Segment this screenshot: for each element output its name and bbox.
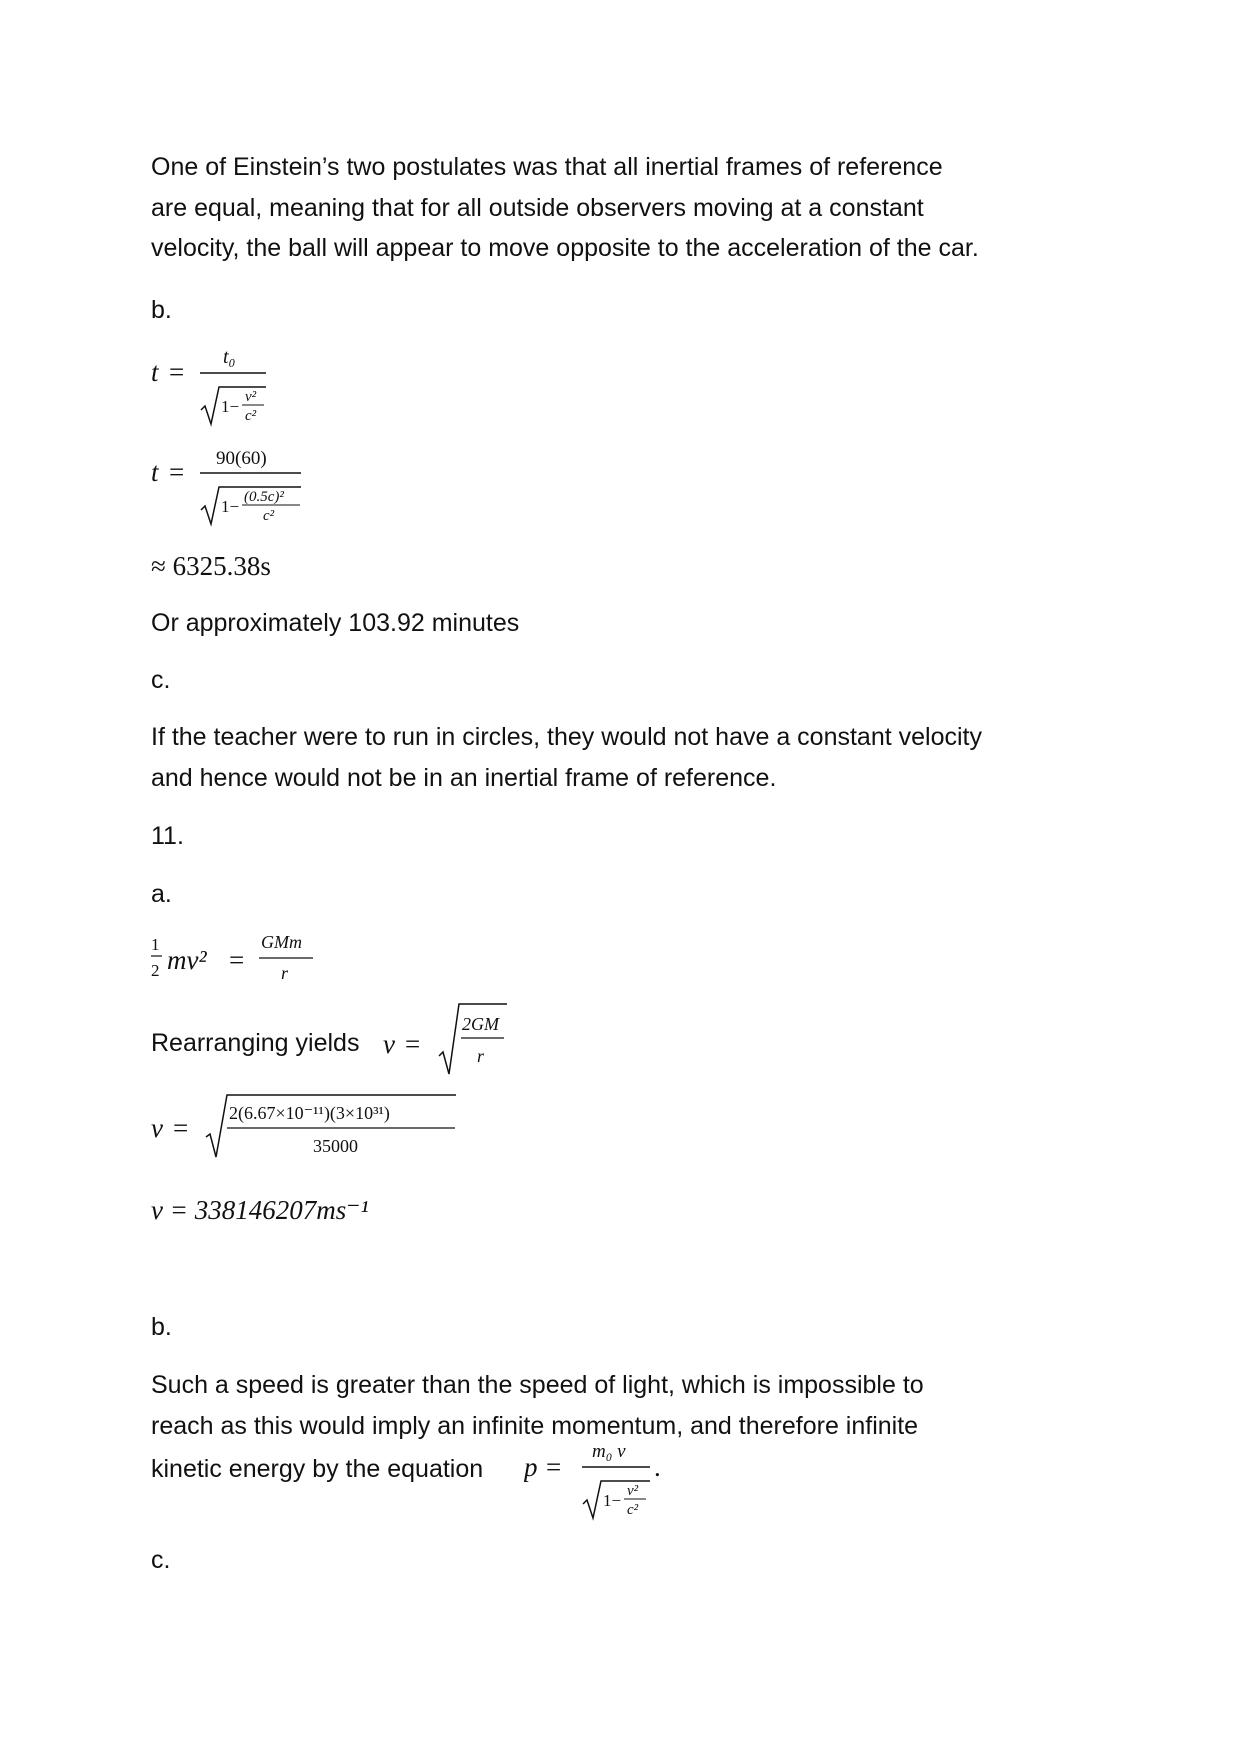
minutes-line: Or approximately 103.92 minutes <box>151 609 520 637</box>
eq-lhs: p <box>524 1452 538 1482</box>
eq-numerator: GMm <box>261 932 302 952</box>
eq-equals: = <box>405 1029 421 1059</box>
eq-inner-numerator: (0.5c)² <box>244 489 284 505</box>
paragraph-line: If the teacher were to run in circles, they would not have a constant velocity <box>151 723 982 751</box>
eq-period: . <box>654 1452 661 1482</box>
eq-c2: c² <box>245 408 257 424</box>
eq-one-minus: 1− <box>221 497 240 516</box>
eq-equals: = <box>169 357 185 387</box>
question-number: 11. <box>151 822 184 850</box>
paragraph-line: Such a speed is greater than the speed of light, which is impossible to <box>151 1371 924 1399</box>
eq-var: v <box>383 1029 395 1059</box>
paragraph-line: and hence would not be in an inertial frame of reference. <box>151 764 777 792</box>
equation-time-dilation <box>151 340 281 430</box>
eq-v2: v² <box>627 1483 639 1499</box>
part-label-b: b. <box>151 1313 172 1341</box>
eq-v2: v² <box>245 389 257 405</box>
eq-c2: c² <box>627 1502 639 1518</box>
eq-half-den: 2 <box>151 961 160 980</box>
eq-lhs: v <box>151 1113 163 1143</box>
eq-equals: = <box>229 945 245 975</box>
eq-c2: c² <box>263 508 275 524</box>
eq-mv2: mv² <box>167 945 207 975</box>
part-label-b: b. <box>151 296 172 324</box>
paragraph-line: reach as this would imply an infinite momentum, and therefore infinite <box>151 1412 919 1440</box>
equation-energy <box>151 928 331 998</box>
eq-numerator: 2(6.67×10⁻¹¹)(3×10³¹) <box>229 1103 390 1123</box>
paragraph-line: velocity, the ball will appear to move opposite to the acceleration of the car. <box>151 234 979 262</box>
eq-one-minus: 1− <box>603 1491 622 1510</box>
eq-half-num: 1 <box>151 935 160 954</box>
paragraph-line: are equal, meaning that for all outside observers moving at a constant <box>151 194 924 222</box>
eq-equals: = <box>546 1452 562 1482</box>
eq-denominator: r <box>477 1046 485 1066</box>
rearranging-text: Rearranging yields <box>151 1029 360 1057</box>
eq-numerator: 2GM <box>462 1014 499 1034</box>
equation-v-values <box>151 1090 481 1170</box>
eq-lhs: t <box>151 357 159 387</box>
eq-denominator: 35000 <box>313 1136 358 1156</box>
equation-rearranged <box>383 998 523 1088</box>
eq-equals: = <box>169 457 185 487</box>
eq-numerator: m₀ v <box>592 1441 626 1462</box>
part-label-c: c. <box>151 666 171 694</box>
eq-denominator: r <box>281 963 289 983</box>
eq-numerator: 90(60) <box>216 448 267 469</box>
eq-numerator: t₀ <box>223 346 236 368</box>
eq-one-minus: 1− <box>221 397 240 416</box>
eq-v-result: v = 338146207ms⁻¹ <box>151 1195 369 1225</box>
eq-lhs: t <box>151 457 159 487</box>
result-seconds: ≈ 6325.38s <box>151 551 271 581</box>
equation-momentum <box>524 1432 684 1522</box>
eq-equals: = <box>173 1113 189 1143</box>
paragraph-line: kinetic energy by the equation <box>151 1455 484 1483</box>
part-label-c: c. <box>151 1546 171 1574</box>
equation-time-values <box>151 440 321 530</box>
paragraph-line: One of Einstein’s two postulates was that all inertial frames of reference <box>151 153 943 181</box>
part-label-a: a. <box>151 880 172 908</box>
